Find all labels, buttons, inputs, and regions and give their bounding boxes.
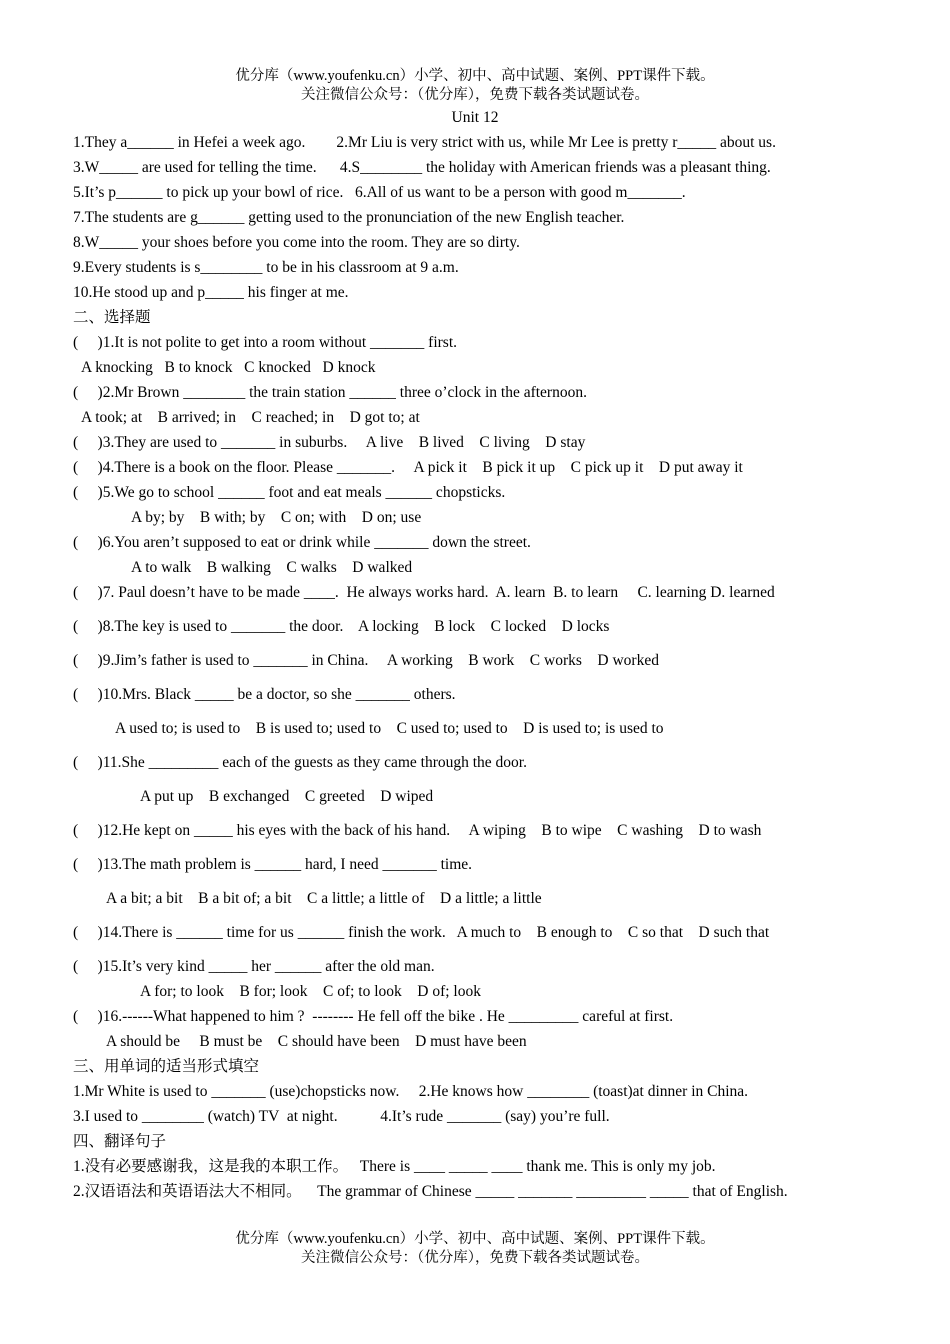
question-16-options: A should be B must be C should have been D must have been xyxy=(106,1033,527,1050)
question-2: ( )2.Mr Brown ________ the train station ______ three o’clock in the afternoon. xyxy=(73,384,587,401)
fill-blank-line-6: 9.Every students is s________ to be in his classroom at 9 a.m. xyxy=(73,259,459,276)
section-heading-word-form: 三、用单词的适当形式填空 xyxy=(73,1058,260,1075)
question-15-options: A for; to look B for; look C of; to look D of; look xyxy=(140,983,481,1000)
question-5: ( )5.We go to school ______ foot and eat meals ______ chopsticks. xyxy=(73,484,506,501)
question-3: ( )3.They are used to _______ in suburbs. A live B lived C living D stay xyxy=(73,434,586,451)
question-5-options: A by; by B with; by C on; with D on; use xyxy=(131,509,422,526)
question-15: ( )15.It’s very kind _____ her ______ after the old man. xyxy=(73,958,435,975)
section-heading-choice: 二、选择题 xyxy=(73,309,151,326)
header-line-2: 关注微信公众号：（优分库），免费下载各类试题试卷。 xyxy=(301,87,649,103)
word-form-line-1: 1.Mr White is used to _______ (use)chopsticks now. 2.He knows how ________ (toast)at dinner in China. xyxy=(73,1083,749,1100)
question-13: ( )13.The math problem is ______ hard, I need _______ time. xyxy=(73,856,473,873)
question-2-options: A took; at B arrived; in C reached; in D got to; at xyxy=(81,409,420,426)
footer-line-2: 关注微信公众号：（优分库），免费下载各类试题试卷。 xyxy=(301,1250,649,1266)
fill-blank-line-3: 5.It’s p______ to pick up your bowl of rice. 6.All of us want to be a person with good m_______. xyxy=(73,184,686,201)
question-9: ( )9.Jim’s father is used to _______ in China. A working B work C works D worked xyxy=(73,652,659,669)
question-13-options: A a bit; a bit B a bit of; a bit C a little; a little of D a little; a little xyxy=(106,890,542,907)
question-12: ( )12.He kept on _____ his eyes with the back of his hand. A wiping B to wipe C washing D to wash xyxy=(73,822,762,839)
question-1: ( )1.It is not polite to get into a room without _______ first. xyxy=(73,334,458,351)
question-6-options: A to walk B walking C walks D walked xyxy=(131,559,413,576)
section-heading-translation: 四、翻译句子 xyxy=(73,1133,167,1150)
question-16: ( )16.------What happened to him ? -------- He fell off the bike . He _________ careful at first. xyxy=(73,1008,674,1025)
fill-blank-line-4: 7.The students are g______ getting used to the pronunciation of the new English teacher. xyxy=(73,209,625,226)
footer-line-1: 优分库（www.youfenku.cn）小学、初中、高中试题、案例、PPT课件下载。 xyxy=(235,1231,715,1247)
question-7: ( )7. Paul doesn’t have to be made ____. He always works hard. A. learn B. to learn C. learning D. learned xyxy=(73,584,775,601)
fill-blank-line-7: 10.He stood up and p_____ his finger at me. xyxy=(73,284,349,301)
translation-line-2: 2.汉语语法和英语语法大不相同。 The grammar of Chinese _____ _______ _________ _____ that of English. xyxy=(73,1183,788,1200)
question-4: ( )4.There is a book on the floor. Please _______. A pick it B pick it up C pick up it D put away it xyxy=(73,459,743,476)
fill-blank-line-5: 8.W_____ your shoes before you come into the room. They are so dirty. xyxy=(73,234,520,251)
fill-blank-line-2: 3.W_____ are used for telling the time. 4.S________ the holiday with American friends was a pleasant thing. xyxy=(73,159,771,176)
translation-line-1: 1.没有必要感谢我，这是我的本职工作。 There is ____ _____ ____ thank me. This is only my job. xyxy=(73,1158,716,1175)
question-10-options: A used to; is used to B is used to; used to C used to; used to D is used to; is used to xyxy=(115,720,664,737)
fill-blank-line-1: 1.They a______ in Hefei a week ago. 2.Mr Liu is very strict with us, while Mr Lee is pretty r_____ about us. xyxy=(73,134,776,151)
question-8: ( )8.The key is used to _______ the door. A locking B lock C locked D locks xyxy=(73,618,610,635)
question-11: ( )11.She _________ each of the guests as they came through the door. xyxy=(73,754,527,771)
question-14: ( )14.There is ______ time for us ______ finish the work. A much to B enough to C so that D such that xyxy=(73,924,770,941)
word-form-line-2: 3.I used to ________ (watch) TV at night. 4.It’s rude _______ (say) you’re full. xyxy=(73,1108,610,1125)
page-title: Unit 12 xyxy=(451,109,499,126)
header-line-1: 优分库（www.youfenku.cn）小学、初中、高中试题、案例、PPT课件下载。 xyxy=(235,68,715,84)
question-1-options: A knocking B to knock C knocked D knock xyxy=(81,359,376,376)
question-10: ( )10.Mrs. Black _____ be a doctor, so she _______ others. xyxy=(73,686,456,703)
question-11-options: A put up B exchanged C greeted D wiped xyxy=(140,788,434,805)
question-6: ( )6.You aren’t supposed to eat or drink while _______ down the street. xyxy=(73,534,531,551)
